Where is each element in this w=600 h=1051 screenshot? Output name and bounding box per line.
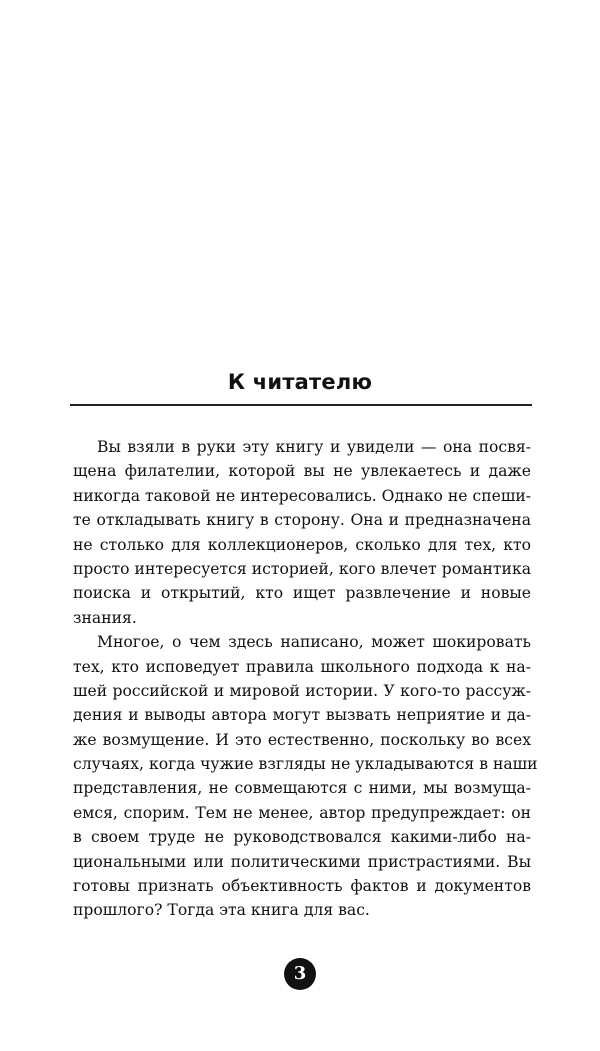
text-line: те откладывать книгу в сторону. Она и предназначена [73,511,531,530]
chapter-title: К читателю [227,370,373,394]
text-line: Вы взяли в руки эту книгу и увидели — она посвя- [97,438,531,456]
text-line: же возмущение. И это естественно, поскольку во всех [73,730,531,749]
text-line: Многое, о чем здесь написано, может шокировать [97,633,531,652]
text-line: циональными или политическими пристрастиями. Вы [73,852,531,871]
page-number: 3 [284,958,316,990]
text-line: поиска и открытий, кто ищет развлечение и новые [73,584,531,603]
text-line: просто интересуется историей, кого влечет романтика [73,559,531,578]
text-line: представления, не совмещаются с ними, мы возмуща- [73,779,531,798]
text-line: знания. [73,608,137,627]
text-line: прошлого? Тогда эта книга для вас. [73,901,370,920]
text-line: емся, спорим. Тем не менее, автор предупреждает: он [73,803,531,822]
text-line: случаях, когда чужие взгляды не укладываются в наши [73,755,538,774]
title-rule [70,404,532,406]
text-line: не столько для коллекционеров, сколько для тех, кто [73,535,531,554]
text-line: в своем труде не руководствовался какими-либо на- [73,828,531,847]
text-line: щена филателии, которой вы не увлекаетесь и даже [73,462,531,481]
text-line: дения и выводы автора могут вызвать неприятие и да- [73,706,531,725]
text-line: готовы признать объективность фактов и документов [73,877,531,896]
text-line: шей российской и мировой истории. У кого-то рассуж- [73,681,531,700]
text-line: тех, кто исповедует правила школьного подхода к на- [73,657,531,676]
body-text [73,435,538,923]
text-line: никогда таковой не интересовались. Однако не спеши- [73,486,531,505]
